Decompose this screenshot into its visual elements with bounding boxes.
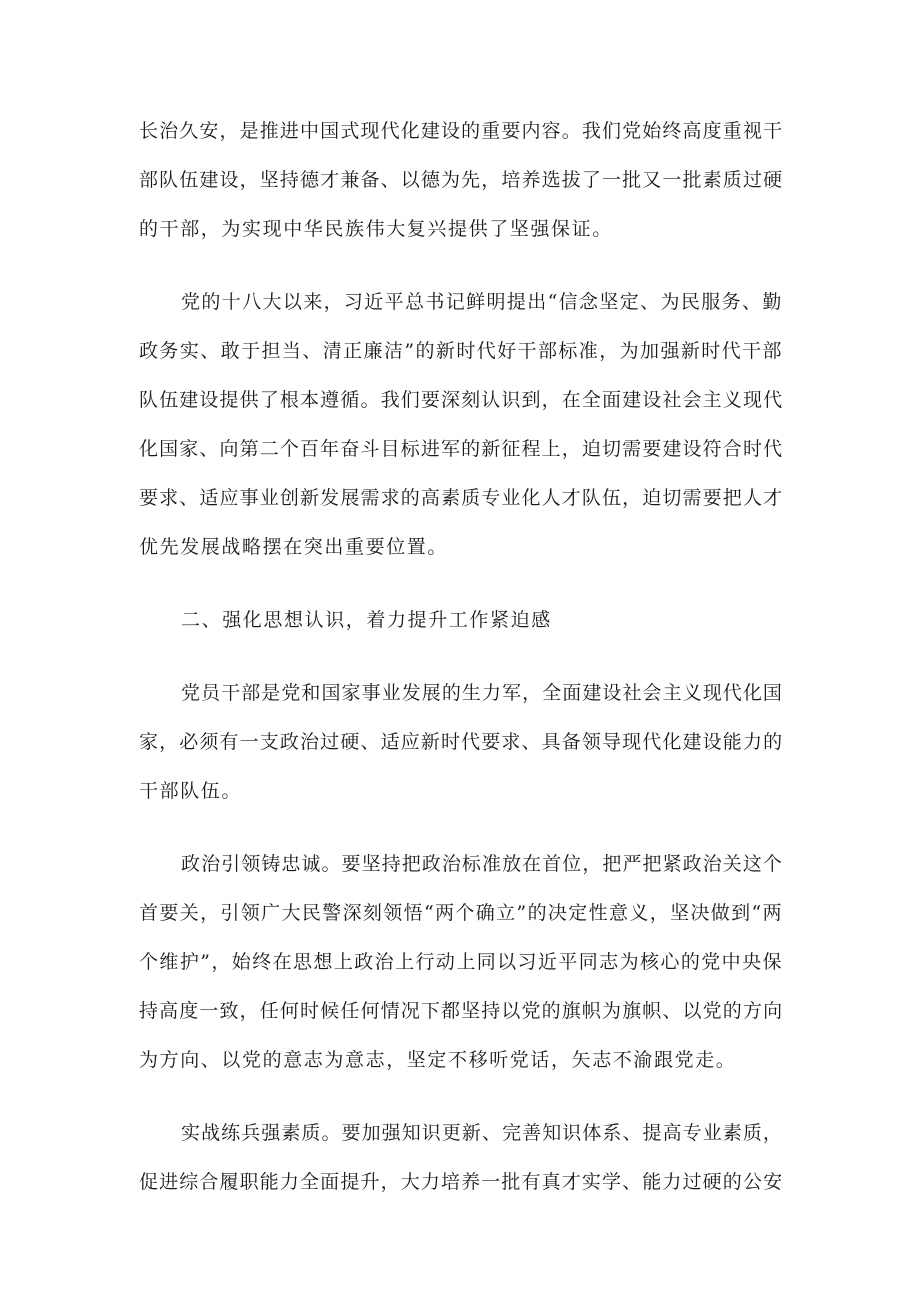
text-line: 化国家、向第二个百年奋斗目标进军的新征程上，迫切需要建设符合时代: [139, 438, 784, 460]
text-line: 政务实、敢于担当、清正廉洁”的新时代好干部标准，为加强新时代干部: [139, 340, 783, 362]
text-line: 党员干部是党和国家事业发展的生力军，全面建设社会主义现代化国: [181, 682, 784, 704]
text-line: 促进综合履职能力全面提升，大力培养一批有真才实学、能力过硬的公安: [139, 1171, 784, 1193]
text-line: 个维护”，始终在思想上政治上行动上同以习近平同志为核心的党中央保: [139, 951, 783, 973]
text-line: 优先发展战略摆在突出重要位置。: [139, 536, 449, 558]
text-line: 队伍建设提供了根本遵循。我们要深刻认识到，在全面建设社会主义现代: [139, 389, 784, 411]
text-line: 要求、适应事业创新发展需求的高素质专业化人才队伍，迫切需要把人才: [139, 487, 784, 509]
text-line: 部队伍建设，坚持德才兼备、以德为先，培养选拔了一批又一批素质过硬: [139, 169, 784, 191]
text-line: 为方向、以党的意志为意志，坚定不移听党话，矢志不渝跟党走。: [139, 1049, 737, 1071]
text-line: 的干部，为实现中华民族伟大复兴提供了坚强保证。: [139, 218, 613, 240]
text-line: 党的十八大以来，习近平总书记鲜明提出“信念坚定、为民服务、勤: [181, 291, 783, 313]
text-line: 实战练兵强素质。要加强知识更新、完善知识体系、提高专业素质，: [181, 1122, 784, 1144]
text-line: 干部队伍。: [139, 780, 243, 802]
text-line: 首要关，引领广大民警深刻领悟“两个确立”的决定性意义，坚决做到“两: [139, 902, 783, 924]
text-line: 长治久安，是推进中国式现代化建设的重要内容。我们党始终高度重视干: [139, 120, 784, 142]
text-line: 政治引领铸忠诚。要坚持把政治标准放在首位，把严把紧政治关这个: [181, 853, 784, 875]
text-line: 家，必须有一支政治过硬、适应新时代要求、具备领导现代化建设能力的: [139, 731, 784, 753]
section-heading-text: 二、强化思想认识，着力提升工作紧迫感: [181, 609, 552, 631]
text-line: 持高度一致，任何时候任何情况下都坚持以党的旗帜为旗帜、以党的方向: [139, 1000, 784, 1022]
